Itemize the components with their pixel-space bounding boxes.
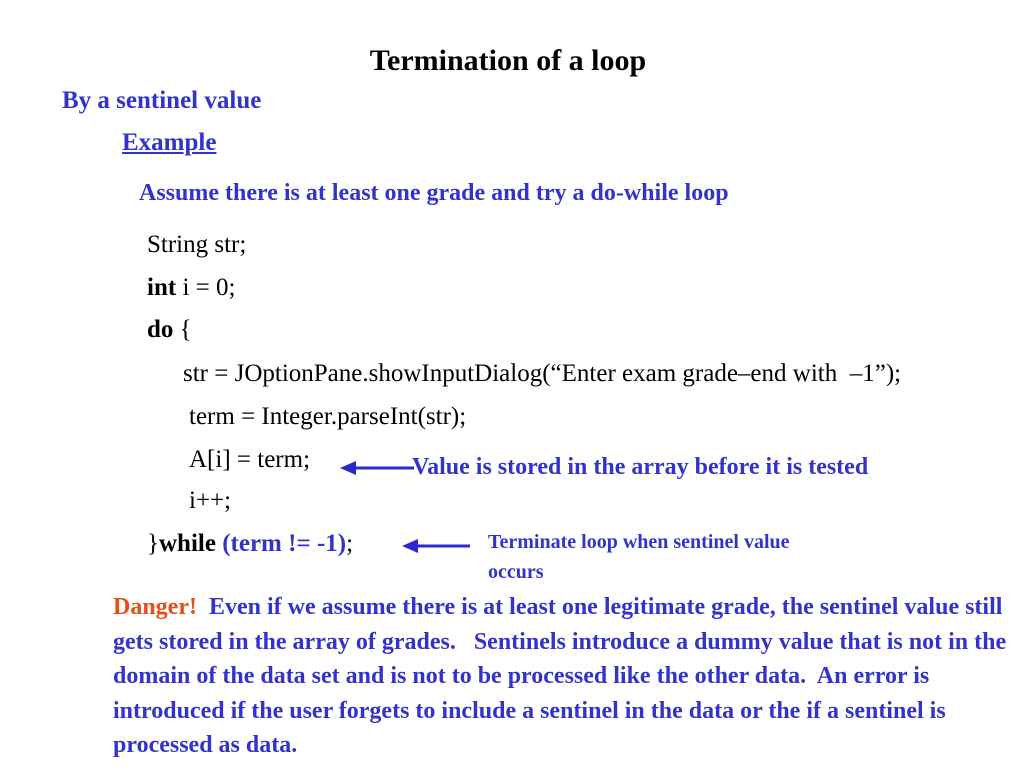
- code-line-7: i++;: [189, 487, 232, 514]
- code-line-1: String str;: [147, 231, 247, 258]
- code-line-8: [147, 530, 353, 558]
- arrow-left-icon: [400, 534, 472, 558]
- loop-condition: (term != -1): [215, 530, 347, 557]
- code-line-3-rest: {: [173, 316, 192, 343]
- keyword-int: int: [147, 274, 177, 301]
- terminate-note-line-2: occurs: [488, 561, 544, 583]
- code-line-5: term = Integer.parseInt(str);: [189, 403, 467, 430]
- code-line-6: A[i] = term;: [189, 446, 311, 473]
- code-line-3: [147, 316, 192, 344]
- closing-brace: }: [147, 530, 159, 557]
- slide-title: Termination of a loop: [369, 44, 647, 77]
- example-label: Example: [122, 129, 217, 156]
- danger-label: Danger!: [113, 594, 197, 620]
- danger-paragraph: [113, 590, 1013, 763]
- keyword-do: do: [147, 316, 174, 343]
- subtitle: By a sentinel value: [62, 87, 262, 114]
- code-line-2: [147, 274, 235, 302]
- terminate-note-line-1: Terminate loop when sentinel value: [488, 531, 790, 553]
- code-line-4: str = JOptionPane.showInputDialog(“Enter exam grade–end with –1”);: [183, 360, 902, 387]
- arrow-left-icon: [338, 456, 418, 480]
- keyword-while: while: [159, 530, 216, 557]
- code-line-2-rest: i = 0;: [176, 274, 236, 301]
- statement-end: ;: [346, 530, 354, 557]
- stored-note: Value is stored in the array before it is tested: [412, 454, 869, 480]
- danger-text: Even if we assume there is at least one legitimate grade, the sentinel value still gets stored in the array of grades. Sentinels introduce a dummy value that is not in the domain of the data set and is not to be processed like the other data. An error is introduced if the user forgets to include a sentinel in the data or the if a sentinel is processed as data.: [113, 594, 1013, 758]
- assumption-text: Assume there is at least one grade and try a do-while loop: [139, 180, 729, 206]
